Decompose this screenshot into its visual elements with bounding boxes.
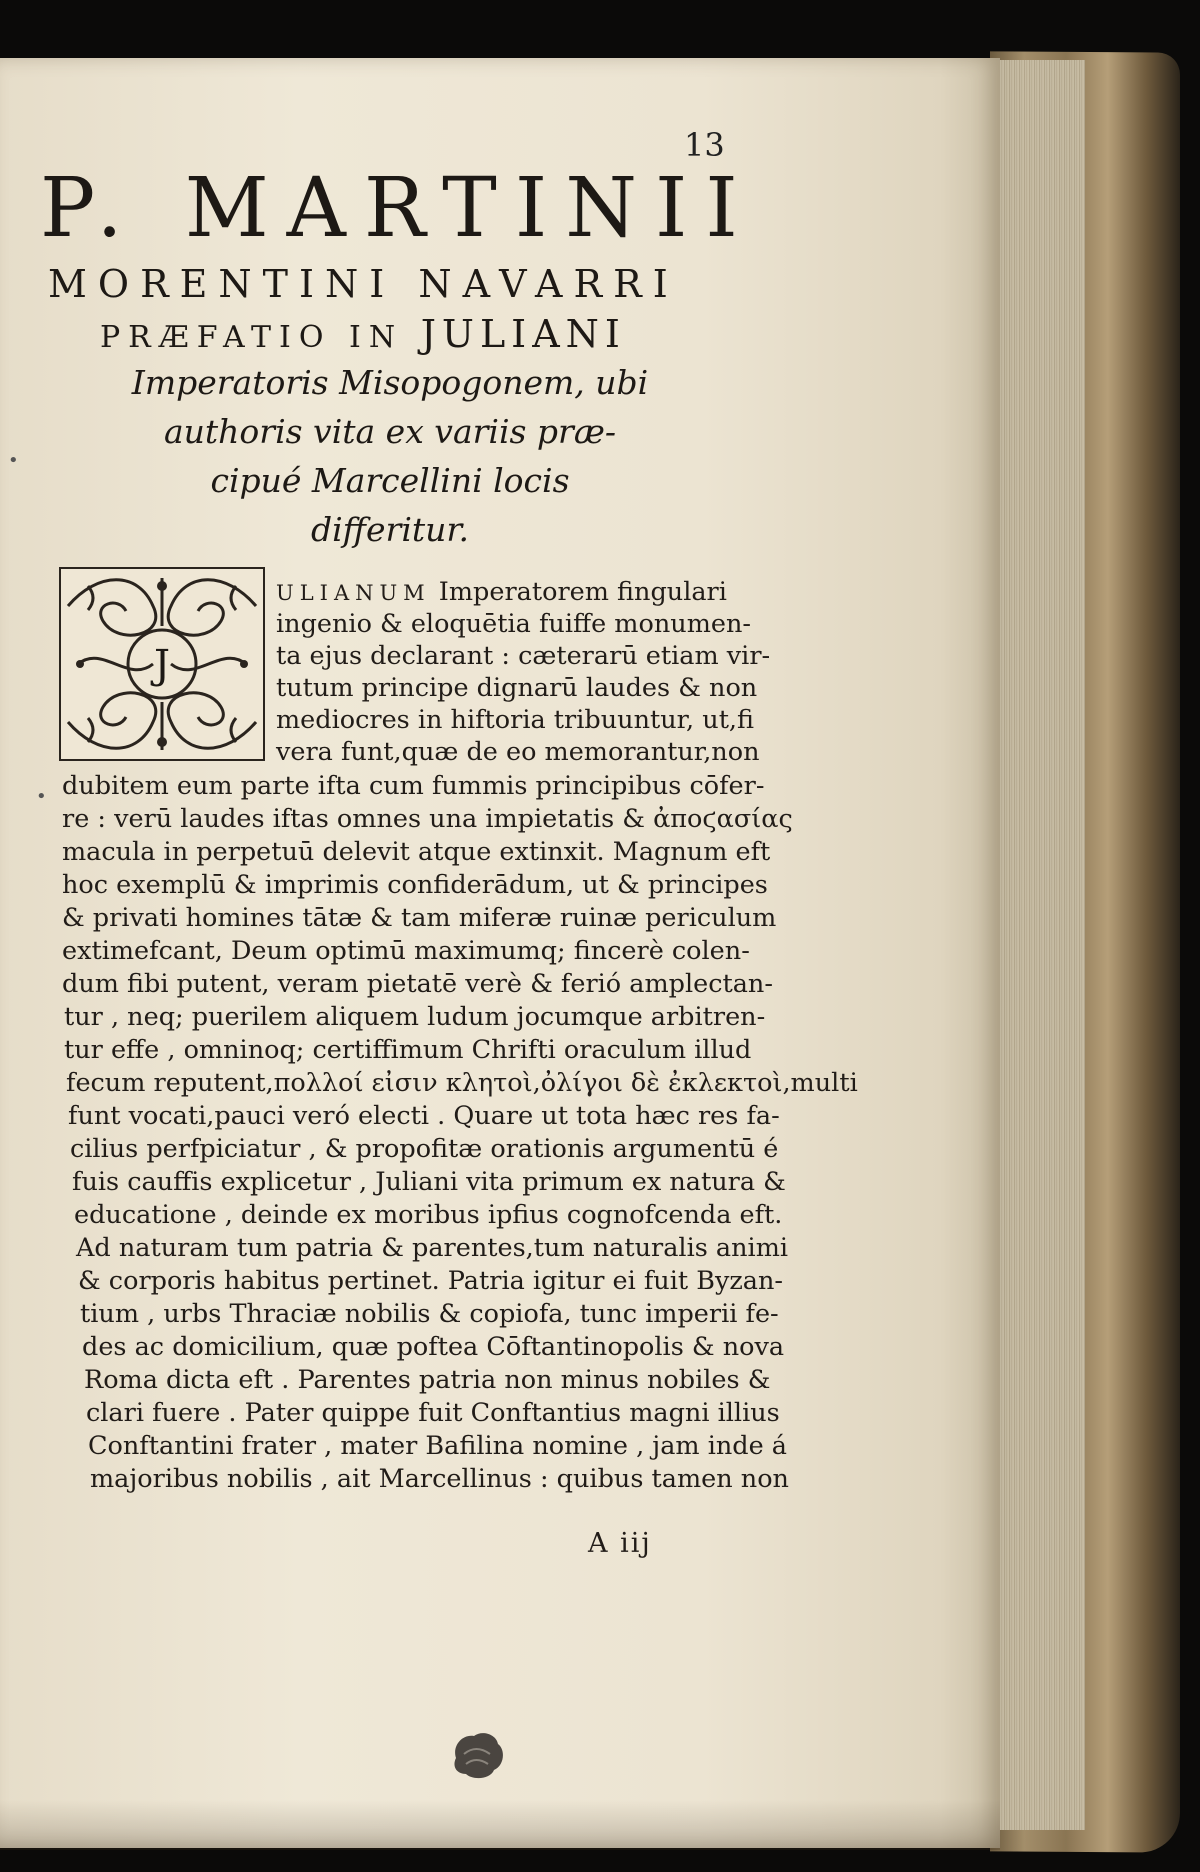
body-line: tur , neq; puerilem aliquem ludum jocumque arbitren- bbox=[64, 1002, 766, 1032]
page-edges bbox=[990, 60, 1085, 1830]
subtitle-line: cipué Marcellini locis bbox=[210, 461, 570, 500]
initial-letter: J bbox=[153, 642, 171, 688]
body-line: & corporis habitus pertinet. Patria igitur ei fuit Byzan- bbox=[78, 1266, 784, 1296]
heading-author: P. MARTINII bbox=[40, 161, 756, 256]
body-line: macula in perpetuū delevit atque extinxit. Magnum eft bbox=[62, 837, 771, 867]
body-line: tutum principe dignarū laudes & non bbox=[276, 673, 758, 703]
heading-preface bbox=[100, 312, 700, 356]
body-line: clari fuere . Pater quippe fuit Conftantius magni illius bbox=[86, 1398, 780, 1428]
body-line: dum fibi putent, veram pietatē verè & ferió amplectan- bbox=[62, 969, 773, 999]
body-line: cilius perfpiciatur , & propofitæ orationis argumentū é bbox=[70, 1134, 779, 1164]
body-line: fecum reputent,πολλοί εἰσιν κλητοὶ,ὀλίγοι δὲ ἐκλεκτοὶ,multi bbox=[66, 1068, 858, 1098]
ornamental-initial bbox=[58, 566, 266, 762]
heading-subject: JULIANI bbox=[420, 312, 626, 356]
subtitle bbox=[110, 358, 670, 554]
body-line: Conftantini frater , mater Bafilina nomine , jam inde á bbox=[88, 1431, 788, 1461]
body-line: ingenio & eloquētia fuiffe monumen- bbox=[276, 609, 751, 639]
subtitle-line: authoris vita ex variis præ- bbox=[163, 412, 616, 451]
page-shadow bbox=[0, 1800, 1000, 1850]
body-line: funt vocati,pauci veró electi . Quare ut tota hæc res fa- bbox=[68, 1101, 780, 1131]
body-line: Ad naturam tum patria & parentes,tum naturalis animi bbox=[76, 1233, 789, 1263]
body-line-text: Imperatorem fingulari bbox=[438, 577, 727, 607]
library-stamp-icon bbox=[448, 1728, 506, 1782]
body-line: tium , urbs Thraciæ nobilis & copiofa, tunc imperii fe- bbox=[80, 1299, 779, 1329]
body-line: dubitem eum parte ifta cum fummis principibus cōfer- bbox=[62, 771, 765, 801]
subtitle-line: differitur. bbox=[310, 510, 470, 549]
body-line: hoc exemplū & imprimis confiderādum, ut & principes bbox=[62, 870, 768, 900]
body-line: re : verū laudes iftas omnes una impietatis & ἀποϛασίας bbox=[62, 804, 793, 834]
body-line: extimefcant, Deum optimū maximumq; fincerè colen- bbox=[62, 936, 750, 966]
body-line: fuis cauffis explicetur , Juliani vita primum ex natura & bbox=[72, 1167, 786, 1197]
body-line: vera funt,quæ de eo memorantur,non bbox=[276, 737, 760, 767]
heading-origin: MORENTINI NAVARRI bbox=[48, 262, 679, 306]
opening-caps: ULIANUM bbox=[276, 581, 431, 605]
subtitle-line: Imperatoris Misopogonem, ubi bbox=[131, 363, 649, 402]
body-line: majoribus nobilis , ait Marcellinus : quibus tamen non bbox=[90, 1464, 789, 1494]
body-line: ta ejus declarant : cæterarū etiam vir- bbox=[276, 641, 771, 671]
page-number: 13 bbox=[684, 126, 725, 164]
margin-dot: • bbox=[8, 450, 19, 471]
signature-mark: A iij bbox=[588, 1528, 652, 1559]
body-line: educatione , deinde ex moribus ipfius cognofcenda eft. bbox=[74, 1200, 783, 1230]
body-line: des ac domicilium, quæ poftea Cōftantinopolis & nova bbox=[82, 1332, 785, 1362]
body-line: & privati homines tātæ & tam miferæ ruinæ periculum bbox=[62, 903, 777, 933]
body-line bbox=[276, 577, 727, 607]
heading-preface-label: PRÆFATIO IN bbox=[100, 320, 404, 355]
body-line: mediocres in hiftoria tribuuntur, ut,fi bbox=[276, 705, 755, 735]
body-line: Roma dicta eft . Parentes patria non minus nobiles & bbox=[84, 1365, 771, 1395]
margin-dot: • bbox=[36, 786, 47, 807]
body-line: tur effe , omninoq; certiffimum Chrifti oraculum illud bbox=[64, 1035, 752, 1065]
